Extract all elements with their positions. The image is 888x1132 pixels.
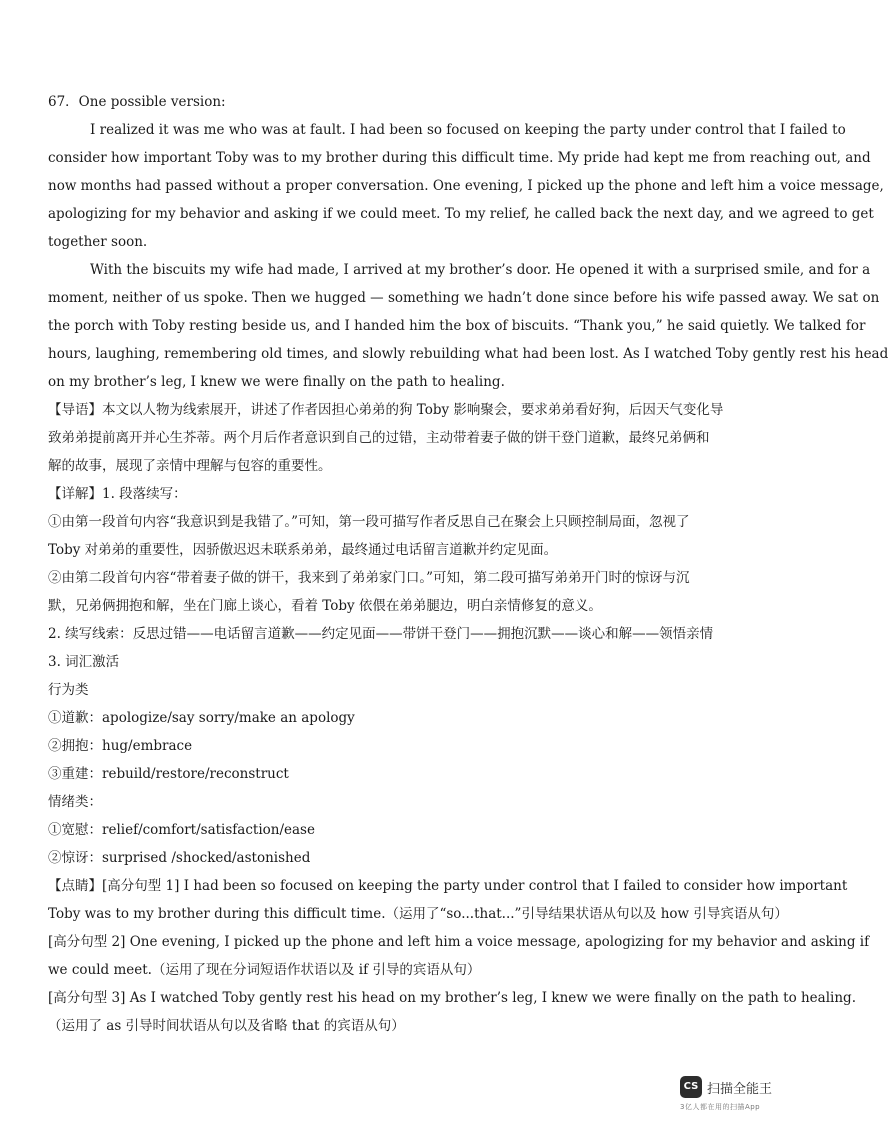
paragraph-line: I realized it was me who was at fault. I had been so focused on keeping the party under control that I failed to (90, 122, 846, 138)
detail-line: ②惊讶：surprised /shocked/astonished (48, 850, 311, 866)
highlight-line: （运用了 as 引导时间状语从句以及省略 that 的宾语从句） (48, 1018, 405, 1034)
guide-section (48, 396, 760, 480)
paragraph-line: now months had passed without a proper conversation. One evening, I picked up the phone and left him a voice message, (48, 178, 884, 194)
camscanner-logo-icon: CS (680, 1076, 702, 1098)
detail-line: ①宽慰：relief/comfort/satisfaction/ease (48, 822, 315, 838)
detail-line: 3. 词汇激活 (48, 654, 120, 670)
paragraph-line: With the biscuits my wife had made, I arrived at my brother’s door. He opened it with a surprised smile, and for a (90, 262, 871, 278)
detail-line: 行为类 (48, 682, 89, 698)
paragraph-line: hours, laughing, remembering old times, and slowly rebuilding what had been lost. As I watched Toby gently rest his head (48, 346, 888, 362)
scanner-watermark (680, 1076, 782, 1120)
detail-line: 情绪类： (48, 794, 102, 810)
detail-line: ②由第二段首句内容“带着妻子做的饼干，我来到了弟弟家门口。”可知，第二段可描写弟弟开门时的惊讶与沉 (48, 570, 690, 586)
guide-line: 致弟弟提前离开并心生芥蒂。两个月后作者意识到自己的过错，主动带着妻子做的饼干登门道歉，最终兄弟俩和 (48, 430, 710, 446)
answer-document (48, 88, 888, 1040)
highlight-line: 【点睛】[高分句型 1] I had been so focused on keeping the party under control that I failed to consider how important (48, 878, 848, 894)
paragraph-line: on my brother’s leg, I knew we were finally on the path to healing. (48, 374, 505, 390)
paragraph-2 (48, 256, 888, 396)
detail-line: ②拥抱：hug/embrace (48, 738, 193, 754)
paragraph-line: apologizing for my behavior and asking if we could meet. To my relief, he called back the next day, and we agreed to get (48, 206, 874, 222)
paragraph-line: consider how important Toby was to my brother during this difficult time. My pride had kept me from reaching out, and (48, 150, 871, 166)
watermark-name: 扫描全能王 (707, 1082, 773, 1097)
guide-line: 解的故事，展现了亲情中理解与包容的重要性。 (48, 458, 332, 474)
highlight-line: [高分句型 3] As I watched Toby gently rest his head on my brother’s leg, I knew we were finally on the path to healing. (48, 990, 856, 1006)
detail-line: ①道歉：apologize/say sorry/make an apology (48, 710, 355, 726)
paragraph-line: the porch with Toby resting beside us, and I handed him the box of biscuits. “Thank you,” he said quietly. We talked for (48, 318, 866, 334)
highlights-section (48, 872, 870, 1040)
detail-line: ①由第一段首句内容“我意识到是我错了。”可知，第一段可描写作者反思自己在聚会上只顾控制局面，忽视了 (48, 514, 690, 530)
highlight-line: we could meet.（运用了现在分词短语作状语以及 if 引导的宾语从句） (48, 962, 481, 978)
detail-line: Toby 对弟弟的重要性，因骄傲迟迟未联系弟弟，最终通过电话留言道歉并约定见面。 (48, 542, 558, 558)
detail-line: 默，兄弟俩拥抱和解，坐在门廊上谈心，看着 Toby 依偎在弟弟腿边，明白亲情修复的意义。 (48, 598, 602, 614)
watermark-tagline: 3亿人都在用的扫描App (680, 1103, 761, 1111)
detail-section (48, 480, 760, 872)
highlight-line: Toby was to my brother during this difficult time.（运用了“so...that...”引导结果状语从句以及 how 引导宾语从句） (48, 906, 788, 922)
paragraph-line: moment, neither of us spoke. Then we hugged — something we hadn’t done since before his wife passed away. We sat on (48, 290, 880, 306)
paragraph-line: together soon. (48, 234, 148, 250)
paragraph-1 (48, 116, 884, 256)
detail-line: ③重建：rebuild/restore/reconstruct (48, 766, 289, 782)
highlight-line: [高分句型 2] One evening, I picked up the phone and left him a voice message, apologizing for my behavior and asking if (48, 934, 870, 950)
guide-line: 【导语】本文以人物为线索展开，讲述了作者因担心弟弟的狗 Toby 影响聚会，要求弟弟看好狗，后因天气变化导 (48, 402, 724, 418)
detail-line: 【详解】1. 段落续写： (48, 486, 187, 502)
question-heading: 67．One possible version: (48, 94, 226, 110)
detail-line: 2. 续写线索：反思过错——电话留言道歉——约定见面——带饼干登门——拥抱沉默——谈心和解——领悟亲情 (48, 626, 714, 642)
